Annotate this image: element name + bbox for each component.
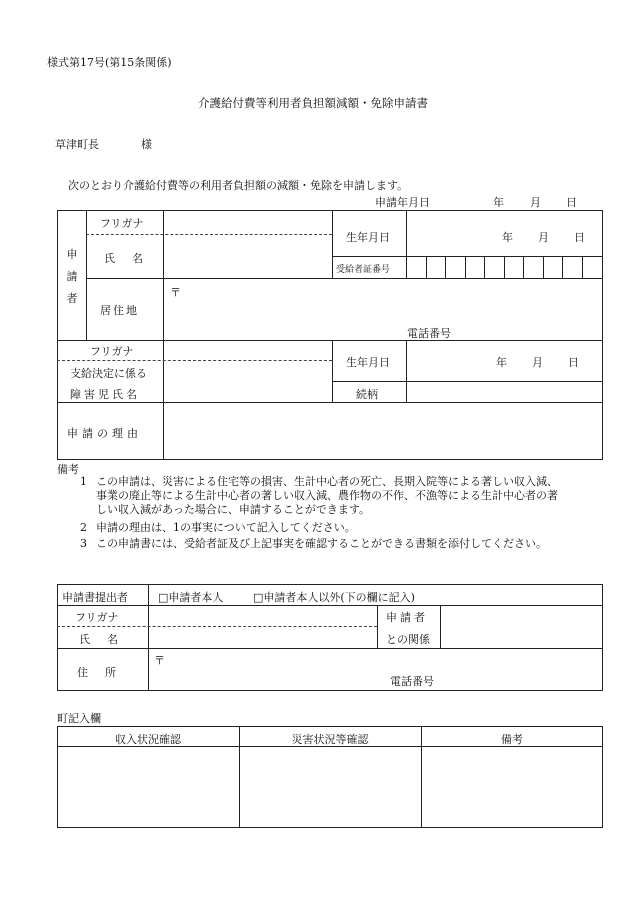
applicant-phone-label: 電話番号 bbox=[407, 327, 451, 340]
applicant-postal-mark: 〒 bbox=[170, 286, 181, 299]
child-birthdate-label: 生年月日 bbox=[346, 356, 390, 369]
application-date-month: 月 bbox=[530, 196, 541, 209]
main-form-table bbox=[57, 210, 603, 460]
applicant-section-label: 申請者 bbox=[66, 248, 78, 305]
recipient-number-label: 受給者証番号 bbox=[336, 265, 391, 275]
submitter-relation-line1: 申請者 bbox=[386, 611, 428, 624]
applicant-name-label: 氏 名 bbox=[104, 252, 146, 265]
application-date-label: 申請年月日 bbox=[375, 196, 430, 209]
form-title: 介護給付費等利用者負担額減額・免除申請書 bbox=[198, 96, 428, 110]
submitter-option-other[interactable]: □申請者本人以外(下の欄に記入) bbox=[253, 591, 415, 604]
child-birth-year: 年 bbox=[496, 356, 507, 369]
note-item-1-num: 1 bbox=[80, 475, 87, 488]
child-birth-month: 月 bbox=[532, 356, 543, 369]
reason-label: 申請の理由 bbox=[67, 427, 142, 440]
form-number: 様式第17号(第15条関係) bbox=[47, 56, 172, 69]
submitter-postal-mark: 〒 bbox=[154, 654, 165, 667]
note-item-3-num: 3 bbox=[80, 537, 87, 550]
town-col-remarks: 備考 bbox=[501, 733, 523, 746]
note-item-3: 3 この申請書には、受給者証及び上記事実を確認することができる書類を添付してください。 bbox=[80, 537, 547, 550]
submitter-relation-line2: との関係 bbox=[386, 633, 430, 646]
applicant-furigana-label: フリガナ bbox=[100, 217, 144, 230]
application-date-day: 日 bbox=[566, 196, 577, 209]
child-label-line1: 支給決定に係る bbox=[70, 367, 147, 380]
note-item-2: 2 申請の理由は、1の事実について記入してください。 bbox=[80, 521, 356, 534]
addressee-suffix: 様 bbox=[141, 138, 152, 151]
submitter-label: 申請書提出者 bbox=[62, 591, 128, 604]
town-col-disaster: 災害状況等確認 bbox=[291, 733, 369, 746]
notes-heading: 備考 bbox=[57, 463, 79, 476]
addressee: 草津町長 bbox=[55, 138, 99, 151]
submitter-furigana-label: フリガナ bbox=[75, 611, 119, 624]
submitter-phone-label: 電話番号 bbox=[390, 675, 434, 688]
child-relationship-label: 続柄 bbox=[356, 388, 378, 401]
note-item-2-num: 2 bbox=[80, 521, 87, 534]
note-item-1: 1 この申請は、災害による住宅等の損害、生計中心者の死亡、長期入院等による著しい収入減、 事業の廃止等による生計中心者の著しい収入減、農作物の不作、不漁等による生計中心者の著 しい収入減があった場合に、申請することができます。 bbox=[80, 475, 558, 516]
application-date-year: 年 bbox=[493, 196, 504, 209]
submitter-option-self[interactable]: □申請者本人 bbox=[158, 591, 224, 604]
submitter-address-label: 住 所 bbox=[77, 666, 119, 679]
child-birth-day: 日 bbox=[568, 356, 579, 369]
intro-text: 次のとおり介護給付費等の利用者負担額の減額・免除を申請します。 bbox=[68, 179, 409, 192]
applicant-address-label: 居住地 bbox=[100, 304, 139, 317]
applicant-birth-month: 月 bbox=[538, 231, 549, 244]
child-furigana-label: フリガナ bbox=[90, 345, 134, 358]
applicant-birthdate-label: 生年月日 bbox=[346, 231, 390, 244]
submitter-name-label: 氏 名 bbox=[79, 633, 121, 646]
child-label-line2: 障害児氏名 bbox=[70, 388, 140, 401]
town-section-heading: 町記入欄 bbox=[57, 712, 101, 725]
town-col-income: 収入状況確認 bbox=[115, 733, 181, 746]
applicant-birth-day: 日 bbox=[574, 231, 585, 244]
applicant-birth-year: 年 bbox=[502, 231, 513, 244]
